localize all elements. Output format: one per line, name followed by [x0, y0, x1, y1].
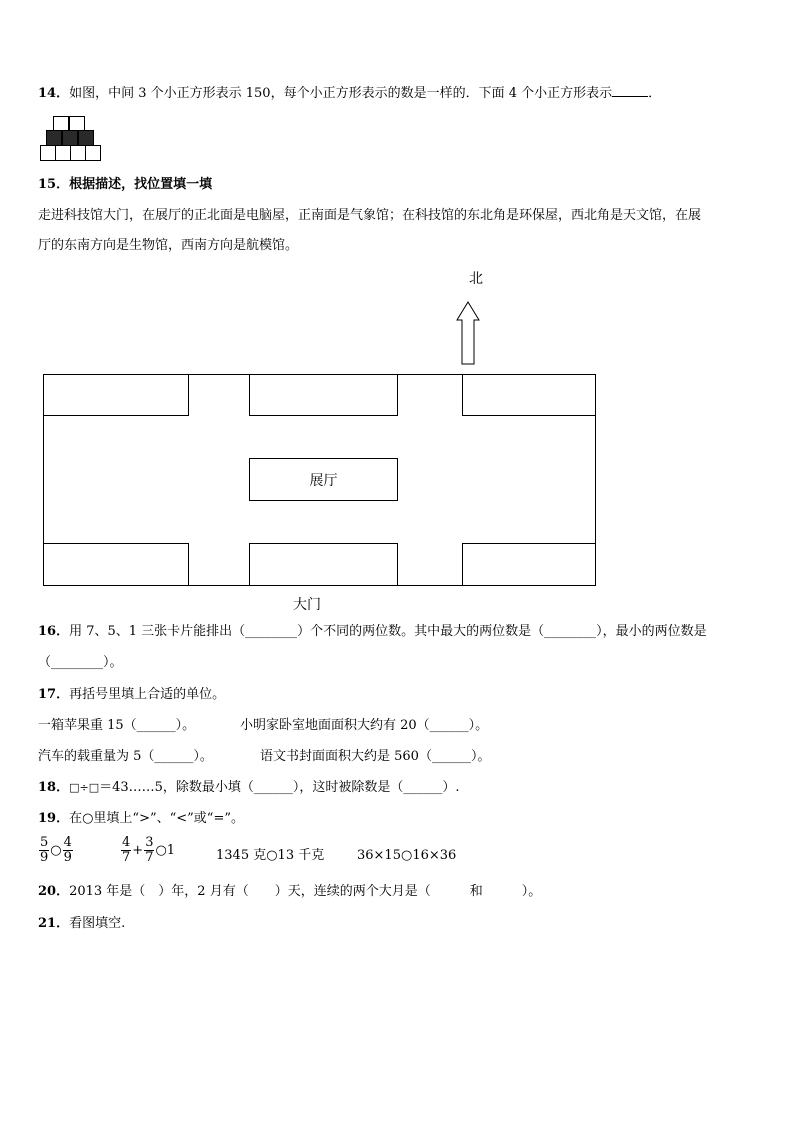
q21-line — [38, 916, 125, 932]
q14-text: 如图，中间 3 个小正方形表示 150，每个小正方形表示的数是一样的．下面 4 个小正方形表示 — [69, 86, 613, 101]
q17-item-d: 语文书封面面积大约是 560（______）。 — [260, 749, 491, 764]
q14-line — [38, 84, 661, 102]
q14-answer-blank[interactable] — [612, 84, 648, 97]
q18-number: 18． — [38, 780, 70, 795]
hall-label: 展厅 — [309, 472, 338, 489]
cube-bottom-4 — [85, 145, 101, 161]
cube-middle-3 — [78, 130, 94, 146]
room-northeast[interactable] — [462, 374, 596, 416]
q19-item-1 — [38, 836, 74, 872]
q14-cube-figure — [40, 114, 102, 162]
fraction-4-9: $\frac{4}{9}$ — [63, 835, 72, 865]
q18-text: ＝43……5，除数最小填（______），这时被除数是（______）. — [99, 780, 460, 795]
q19-title: 在○里填上“>”、“<”或“=”。 — [69, 811, 244, 826]
fraction-5-9: $\frac{5}{9}$ — [40, 835, 49, 865]
exhibition-hall — [249, 458, 398, 501]
cube-middle-2 — [62, 130, 78, 146]
q17-title: 再括号里填上合适的单位。 — [69, 687, 226, 702]
q18-line — [38, 780, 460, 796]
q16-number: 16． — [38, 624, 70, 639]
q19-number: 19． — [38, 811, 70, 826]
cube-top-2 — [69, 116, 85, 131]
room-north[interactable] — [249, 374, 398, 416]
q16-line-2: （________）。 — [38, 655, 123, 670]
compare-circle-2[interactable]: ○1 — [155, 843, 176, 858]
q14-end: ． — [648, 86, 662, 101]
q20-line — [38, 884, 541, 900]
q17-number: 17． — [38, 687, 70, 702]
q19-item-4: 36×15○16×36 — [357, 848, 457, 863]
q21-text: 看图填空. — [69, 916, 126, 931]
q16-text-1: 用 7、5、1 三张卡片能排出（________）个不同的两位数。其中最大的两位数是（________），最小的两位数是 — [69, 624, 707, 639]
north-arrow-icon — [455, 300, 481, 366]
q16-line-1 — [38, 624, 707, 640]
q15-title-line — [38, 177, 212, 193]
cube-top-1 — [53, 116, 69, 131]
q15-title: 根据描述，找位置填一填 — [69, 177, 213, 192]
room-southwest[interactable] — [43, 543, 189, 586]
cube-bottom-1 — [40, 145, 56, 161]
q15-description-1: 走进科技馆大门，在展厅的正北面是电脑屋，正南面是气象馆；在科技馆的东北角是环保屋，西北角是天文馆，在展 — [38, 208, 702, 223]
room-southeast[interactable] — [462, 543, 596, 586]
q14-number: 14． — [38, 86, 70, 101]
q19-item-3: 1345 克○13 千克 — [216, 848, 325, 863]
cube-middle-1 — [46, 130, 62, 146]
gate-label: 大门 — [293, 597, 321, 613]
q18-division-symbol: □÷□ — [69, 781, 100, 794]
q20-text: 2013 年是（ ）年，2 月有（ ）天，连续的两个大月是（ 和 ）。 — [69, 884, 542, 899]
q15-number: 15． — [38, 177, 70, 192]
compare-circle-1[interactable]: ○ — [50, 843, 62, 858]
q17-item-a: 一箱苹果重 15（______）。 — [38, 718, 196, 733]
fraction-4-7: $\frac{4}{7}$ — [122, 835, 131, 865]
north-label: 北 — [469, 271, 483, 287]
q17-item-b: 小明家卧室地面面积大约有 20（______）。 — [240, 718, 489, 733]
room-northwest[interactable] — [43, 374, 189, 416]
plus-sign: + — [132, 843, 144, 858]
q19-title-line — [38, 811, 244, 827]
q20-number: 20． — [38, 884, 70, 899]
q17-item-c: 汽车的载重量为 5（______）。 — [38, 749, 213, 764]
cube-bottom-3 — [70, 145, 86, 161]
q21-number: 21． — [38, 916, 70, 931]
cube-bottom-2 — [55, 145, 71, 161]
room-south[interactable] — [249, 543, 398, 586]
fraction-3-7: $\frac{3}{7}$ — [145, 835, 154, 865]
q15-description-2: 厅的东南方向是生物馆，西南方向是航模馆。 — [38, 238, 299, 253]
q19-item-2 — [120, 836, 175, 872]
q17-title-line — [38, 687, 225, 703]
